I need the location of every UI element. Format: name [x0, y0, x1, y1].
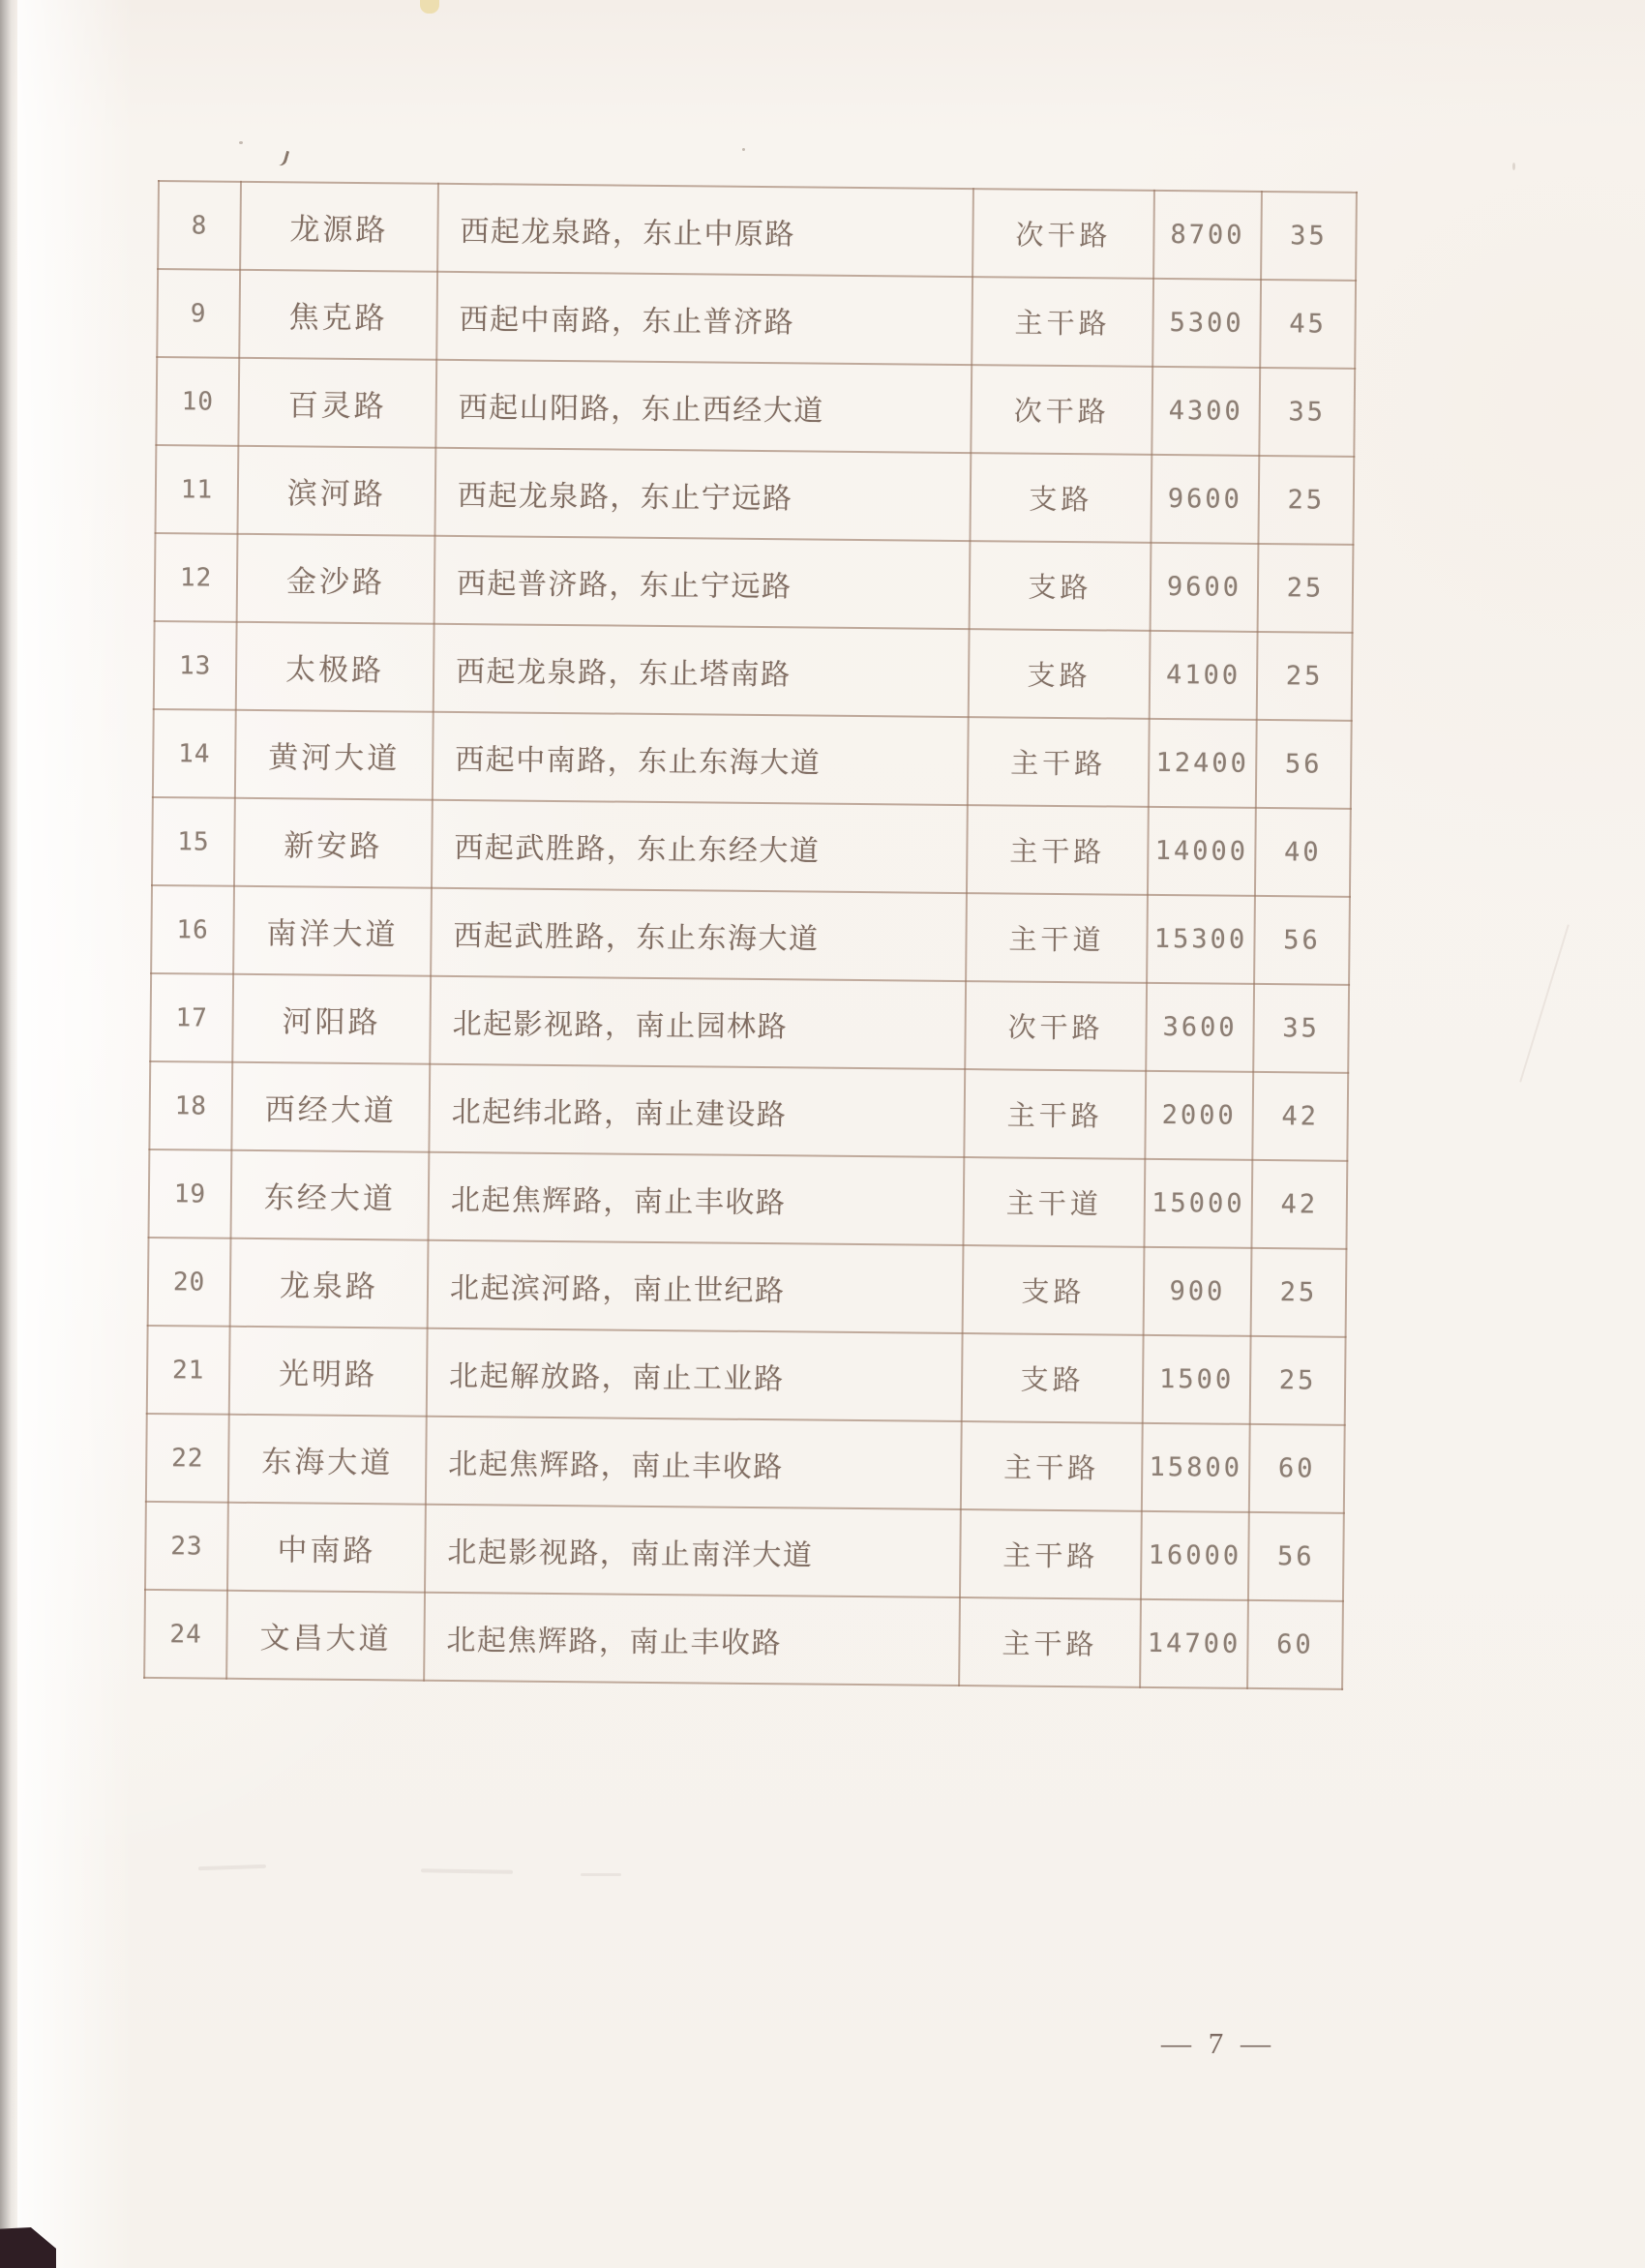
row-number-cell: 8: [158, 181, 241, 270]
road-class-cell: 主干路: [961, 1421, 1143, 1511]
road-width-cell: 25: [1250, 1336, 1346, 1425]
road-class-cell: 次干路: [971, 365, 1152, 455]
road-name-cell: 河阳路: [232, 974, 431, 1064]
road-width-cell: 45: [1260, 280, 1356, 369]
paper-speck-artifact: [1512, 163, 1515, 170]
table-row: [151, 885, 1350, 985]
row-number-cell: 23: [145, 1502, 228, 1591]
road-name-cell: 南洋大道: [233, 886, 432, 976]
row-number-cell: 18: [149, 1061, 232, 1150]
table-row: [144, 1590, 1343, 1689]
road-name-cell: 文昌大道: [226, 1591, 425, 1681]
table-row: [147, 1326, 1346, 1425]
row-number-cell: 10: [156, 357, 239, 446]
road-class-cell: 主干路: [967, 805, 1149, 895]
road-name-cell: 中南路: [227, 1503, 426, 1593]
road-class-cell: 主干路: [960, 1509, 1142, 1599]
road-length-cell: 15800: [1142, 1423, 1250, 1512]
road-length-cell: 9600: [1151, 455, 1259, 544]
road-width-cell: 60: [1247, 1600, 1343, 1689]
table-row: [155, 445, 1354, 545]
road-width-cell: 25: [1257, 632, 1353, 721]
road-extent-cell: 西起龙泉路，东止宁远路: [434, 448, 971, 541]
road-width-cell: 25: [1258, 544, 1354, 633]
row-number-cell: 14: [153, 709, 236, 798]
row-number-cell: 24: [144, 1590, 227, 1679]
road-length-cell: 900: [1144, 1247, 1252, 1336]
table-row: [154, 621, 1353, 721]
scan-top-smudge-artifact: [420, 0, 439, 14]
road-length-cell: 9600: [1151, 543, 1259, 632]
road-extent-cell: 西起普济路，东止宁远路: [434, 536, 971, 629]
road-length-cell: 15300: [1147, 895, 1255, 984]
road-class-cell: 主干道: [966, 893, 1148, 983]
paper-smudge-artifact: [198, 1865, 266, 1870]
road-width-cell: 56: [1248, 1512, 1344, 1601]
road-class-cell: 主干路: [964, 1069, 1146, 1159]
road-class-cell: 主干路: [968, 717, 1150, 807]
paper-smudge-artifact: [421, 1868, 513, 1874]
table-row: [156, 357, 1355, 457]
road-class-cell: 次干路: [965, 981, 1147, 1071]
table-row: [155, 533, 1354, 633]
road-name-cell: 光明路: [229, 1327, 428, 1417]
table-row: [158, 181, 1357, 281]
road-extent-cell: 西起龙泉路，东止中原路: [437, 184, 973, 277]
road-name-cell: 东海大道: [228, 1415, 427, 1505]
road-class-cell: 主干路: [972, 277, 1153, 367]
row-number-cell: 22: [146, 1414, 229, 1503]
table-row: [150, 973, 1349, 1073]
road-length-cell: 4100: [1150, 631, 1258, 720]
road-width-cell: 25: [1251, 1248, 1347, 1337]
road-length-cell: 4300: [1152, 367, 1260, 456]
road-extent-cell: 北起滨河路，南止世纪路: [428, 1240, 964, 1333]
road-length-cell: 14700: [1140, 1599, 1248, 1688]
road-length-cell: 8700: [1153, 191, 1262, 280]
road-extent-cell: 北起焦辉路，南止丰收路: [424, 1593, 960, 1686]
road-class-cell: 支路: [969, 629, 1151, 719]
road-class-cell: 支路: [970, 541, 1152, 631]
row-number-cell: 17: [150, 973, 233, 1062]
road-width-cell: 42: [1251, 1160, 1347, 1249]
stray-tick-mark-artifact: [277, 149, 289, 167]
road-class-cell: 次干路: [972, 189, 1154, 279]
road-length-cell: 5300: [1152, 279, 1261, 368]
table-row: [149, 1061, 1348, 1161]
road-width-cell: 60: [1249, 1424, 1345, 1513]
road-name-cell: 东经大道: [231, 1150, 430, 1240]
row-number-cell: 13: [154, 621, 237, 710]
road-table: [143, 180, 1358, 1690]
road-extent-cell: 北起解放路，南止工业路: [427, 1328, 963, 1421]
road-length-cell: 2000: [1145, 1071, 1253, 1160]
road-length-cell: 16000: [1141, 1511, 1249, 1600]
paper-speck-artifact: [239, 141, 243, 144]
road-name-cell: 滨河路: [237, 446, 435, 536]
paper-smudge-artifact: [581, 1873, 621, 1876]
row-number-cell: 12: [155, 533, 238, 622]
road-width-cell: 56: [1256, 720, 1352, 809]
road-length-cell: 15000: [1144, 1159, 1252, 1248]
paper-edge-highlight: [17, 0, 134, 2268]
road-length-cell: 1500: [1143, 1335, 1251, 1424]
road-name-cell: 黄河大道: [235, 710, 434, 800]
road-name-cell: 百灵路: [238, 358, 436, 448]
road-class-cell: 支路: [962, 1333, 1144, 1423]
road-extent-cell: 西起武胜路，东止东经大道: [432, 800, 968, 893]
row-number-cell: 9: [157, 269, 240, 358]
table-row: [152, 797, 1351, 897]
road-class-cell: 主干道: [963, 1157, 1145, 1247]
road-name-cell: 龙泉路: [230, 1238, 429, 1328]
row-number-cell: 15: [152, 797, 235, 886]
road-table-body: [144, 181, 1357, 1689]
row-number-cell: 11: [155, 445, 238, 534]
road-extent-cell: 西起山阳路，东止西经大道: [435, 360, 972, 453]
road-extent-cell: 北起焦辉路，南止丰收路: [428, 1152, 964, 1245]
table-row: [149, 1149, 1348, 1249]
road-length-cell: 3600: [1146, 983, 1254, 1072]
road-list-table: [143, 180, 1356, 1690]
road-extent-cell: 北起影视路，南止南洋大道: [425, 1505, 961, 1597]
road-class-cell: 支路: [970, 453, 1152, 543]
road-name-cell: 金沙路: [237, 534, 435, 624]
table-row: [145, 1502, 1344, 1601]
road-extent-cell: 西起龙泉路，东止塔南路: [434, 624, 970, 717]
road-length-cell: 12400: [1149, 719, 1257, 808]
paper-speck-artifact: [742, 148, 745, 151]
row-number-cell: 20: [148, 1238, 231, 1327]
road-width-cell: 56: [1254, 896, 1350, 985]
road-width-cell: 35: [1253, 984, 1349, 1073]
road-extent-cell: 西起武胜路，东止东海大道: [431, 888, 967, 981]
scan-left-edge-artifact: [0, 0, 17, 2268]
table-row: [148, 1238, 1347, 1337]
road-extent-cell: 北起焦辉路，南止丰收路: [426, 1417, 962, 1509]
road-width-cell: 35: [1259, 368, 1355, 457]
road-extent-cell: 西起中南路，东止东海大道: [433, 712, 969, 805]
road-class-cell: 支路: [963, 1245, 1145, 1335]
road-class-cell: 主干路: [959, 1597, 1141, 1687]
table-row: [157, 269, 1356, 369]
road-width-cell: 35: [1261, 192, 1357, 281]
row-number-cell: 21: [147, 1326, 230, 1415]
road-length-cell: 14000: [1148, 807, 1256, 896]
road-width-cell: 25: [1258, 456, 1354, 545]
row-number-cell: 19: [149, 1149, 232, 1238]
paper-crease-artifact: [1519, 924, 1570, 1082]
road-name-cell: 西经大道: [231, 1062, 430, 1152]
road-name-cell: 龙源路: [240, 182, 438, 272]
page-number: — 7 —: [1161, 2026, 1275, 2060]
road-name-cell: 焦克路: [239, 270, 437, 360]
road-extent-cell: 北起影视路，南止园林路: [430, 976, 966, 1069]
road-width-cell: 42: [1252, 1072, 1348, 1161]
road-name-cell: 太极路: [236, 622, 434, 712]
road-extent-cell: 西起中南路，东止普济路: [436, 272, 972, 365]
road-width-cell: 40: [1255, 808, 1351, 897]
table-row: [153, 709, 1352, 809]
road-name-cell: 新安路: [234, 798, 433, 888]
table-row: [146, 1414, 1345, 1513]
road-extent-cell: 北起纬北路，南止建设路: [429, 1064, 965, 1157]
row-number-cell: 16: [151, 885, 234, 974]
